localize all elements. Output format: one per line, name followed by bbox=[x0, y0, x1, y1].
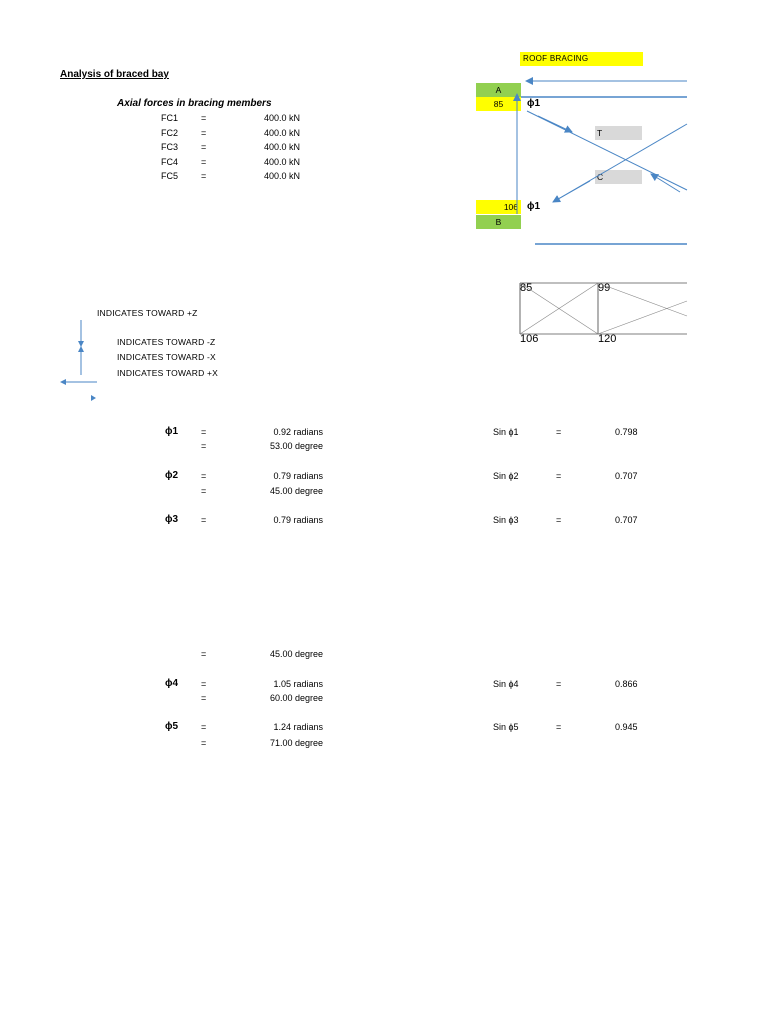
angle-radians: 0.79 radians bbox=[273, 471, 323, 481]
force-value: 400.0 kN bbox=[264, 157, 301, 167]
equals-sign: = bbox=[556, 722, 562, 732]
angle-symbol: ɸ5 bbox=[165, 721, 179, 732]
equals-sign: = bbox=[556, 679, 562, 689]
sin-label: Sin ɸ1 bbox=[493, 427, 519, 437]
tension-arrow bbox=[538, 116, 572, 132]
equals-sign: = bbox=[201, 679, 207, 689]
sin-value: 0.707 bbox=[615, 471, 638, 481]
compression-arrow-right bbox=[651, 174, 680, 192]
sin-label: Sin ɸ5 bbox=[493, 722, 519, 732]
section-subtitle: Axial forces in bracing members bbox=[117, 98, 272, 109]
grid-label-bottom-2: 120 bbox=[598, 333, 617, 345]
angle-symbol: ɸ4 bbox=[165, 678, 179, 689]
equals-sign: = bbox=[201, 649, 207, 659]
grid-label-bottom-1: 106 bbox=[520, 333, 539, 345]
legend-arrows bbox=[60, 320, 97, 401]
angle-degrees: 45.00 degree bbox=[269, 649, 323, 659]
sin-value: 0.707 bbox=[615, 515, 638, 525]
diagonal-member-1 bbox=[527, 111, 687, 190]
angle-radians: 1.24 radians bbox=[273, 722, 323, 732]
compression-arrow-left bbox=[553, 181, 590, 202]
roof-bracing-lines bbox=[517, 81, 687, 244]
equals-sign: = bbox=[556, 515, 562, 525]
force-label: FC5 bbox=[161, 171, 179, 181]
arrow-left-icon bbox=[60, 379, 66, 385]
legend-minus-z: INDICATES TOWARD -Z bbox=[117, 337, 216, 347]
equals-sign: = bbox=[201, 722, 207, 732]
angle-degrees: 53.00 degree bbox=[269, 441, 323, 451]
grid-label-top-2: 99 bbox=[598, 282, 611, 294]
equals-sign: = bbox=[556, 427, 562, 437]
equals-sign: = bbox=[201, 693, 207, 703]
sin-value: 0.866 bbox=[615, 679, 638, 689]
force-value: 400.0 kN bbox=[264, 171, 301, 181]
equals-sign: = bbox=[201, 427, 207, 437]
angle-radians: 0.79 radians bbox=[273, 515, 323, 525]
sin-value: 0.798 bbox=[615, 427, 638, 437]
equals-sign: = bbox=[201, 486, 207, 496]
angle-degrees: 71.00 degree bbox=[269, 738, 323, 748]
angle-symbol: ɸ3 bbox=[165, 514, 179, 525]
equals-sign: = bbox=[201, 515, 207, 525]
grid-diagonal bbox=[598, 301, 687, 334]
sin-value: 0.945 bbox=[615, 722, 638, 732]
roof-bracing-title: ROOF BRACING bbox=[520, 52, 643, 66]
legend-plus-z: INDICATES TOWARD +Z bbox=[97, 308, 198, 318]
node-a-label: A bbox=[476, 83, 521, 97]
force-value: 400.0 kN bbox=[264, 113, 301, 123]
equals-sign: = bbox=[201, 128, 207, 138]
force-label: FC3 bbox=[161, 142, 179, 152]
angle-degrees: 60.00 degree bbox=[269, 693, 323, 703]
arrow-up-icon bbox=[78, 346, 84, 352]
force-value: 400.0 kN bbox=[264, 142, 301, 152]
bay-grid-lines bbox=[520, 283, 687, 334]
legend-plus-x: INDICATES TOWARD +X bbox=[117, 368, 219, 378]
grid-label-top-1: 85 bbox=[520, 282, 533, 294]
equals-sign: = bbox=[201, 441, 207, 451]
angle-radians: 1.05 radians bbox=[273, 679, 323, 689]
node-a-value: 85 bbox=[476, 97, 521, 111]
legend-minus-x: INDICATES TOWARD -X bbox=[117, 352, 216, 362]
equals-sign: = bbox=[201, 113, 207, 123]
compression-cell: C bbox=[595, 170, 642, 184]
sin-label: Sin ɸ3 bbox=[493, 515, 519, 525]
angle-symbol: ɸ1 bbox=[165, 426, 179, 437]
grid-diagonal bbox=[598, 283, 687, 316]
node-b-value: 106 bbox=[476, 200, 521, 214]
node-b-label: B bbox=[476, 215, 521, 229]
force-label: FC4 bbox=[161, 157, 179, 167]
angle-degrees: 45.00 degree bbox=[269, 486, 323, 496]
phi1-bottom-label: ɸ1 bbox=[527, 201, 541, 212]
angle-symbol: ɸ2 bbox=[165, 470, 179, 481]
force-label: FC2 bbox=[161, 128, 179, 138]
sin-label: Sin ɸ2 bbox=[493, 471, 519, 481]
force-label: FC1 bbox=[161, 113, 179, 123]
equals-sign: = bbox=[201, 471, 207, 481]
sin-label: Sin ɸ4 bbox=[493, 679, 519, 689]
force-value: 400.0 kN bbox=[264, 128, 301, 138]
angle-radians: 0.92 radians bbox=[273, 427, 323, 437]
page-title: Analysis of braced bay bbox=[60, 69, 169, 80]
equals-sign: = bbox=[556, 471, 562, 481]
equals-sign: = bbox=[201, 142, 207, 152]
equals-sign: = bbox=[201, 157, 207, 167]
arrow-right-icon bbox=[91, 395, 96, 401]
equals-sign: = bbox=[201, 738, 207, 748]
equals-sign: = bbox=[201, 171, 207, 181]
phi1-top-label: ɸ1 bbox=[527, 98, 541, 109]
tension-cell: T bbox=[595, 126, 642, 140]
